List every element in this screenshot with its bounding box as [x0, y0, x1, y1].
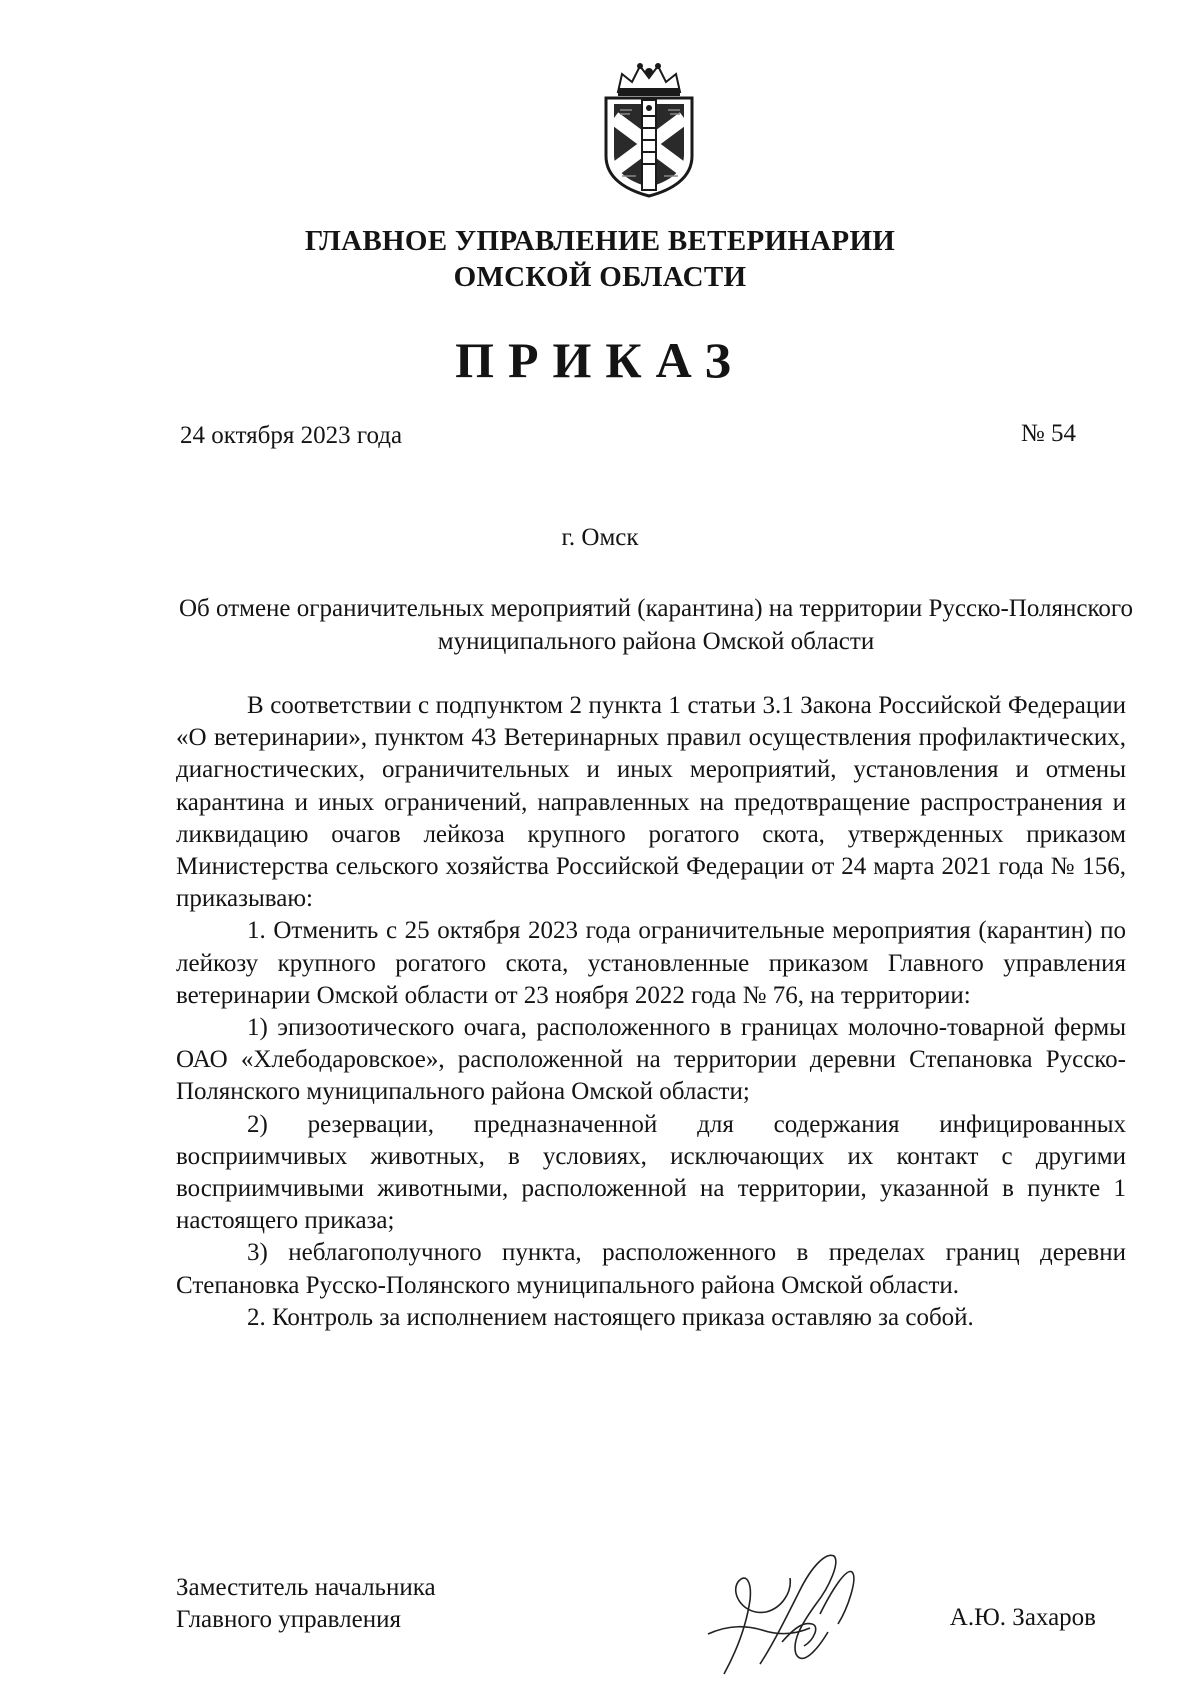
signer-position [176, 1572, 436, 1636]
organization-name-line2: ОМСКОЙ ОБЛАСТИ [453, 261, 747, 293]
signer-name: А.Ю. Захаров [949, 1604, 1096, 1631]
document-body [176, 690, 1126, 1334]
signer-position-line1: Заместитель начальника [176, 1574, 436, 1601]
document-date: 24 октября 2023 года [180, 422, 403, 449]
subitem-2-paragraph: 2) резервации, предназначенной для содержания инфицированных восприимчивых животных, в условиях, исключающих их контакт с другими восприимчивыми животными, расположенной на территории, указанной в пункте 1 настоящего приказа; [176, 1110, 1126, 1235]
subitem-1-paragraph: 1) эпизоотического очага, расположенного в границах молочно-товарной фермы ОАО «Хлебодаровское», расположенной на территории деревни Степановка Русско-Полянского муниципального района Омской области; [176, 1014, 1126, 1106]
omsk-coat-of-arms-icon [592, 58, 706, 200]
document-number: № 54 [1020, 420, 1076, 447]
item-2-paragraph: 2. Контроль за исполнением настоящего приказа оставляю за собой. [247, 1303, 974, 1331]
document-city: г. Омск [561, 524, 639, 551]
item-1-paragraph: 1. Отменить с 25 октября 2023 года ограничительные мероприятия (карантин) по лейкозу крупного рогатого скота, установленные приказом Главного управления ветеринарии Омской области от 23 ноября 2022 года № 76, на территории: [176, 917, 1126, 1009]
organization-name-line1: ГЛАВНОЕ УПРАВЛЕНИЕ ВЕТЕРИНАРИИ [304, 225, 896, 257]
handwritten-signature-icon [700, 1542, 875, 1677]
document-type-title: ПРИКАЗ [455, 332, 745, 388]
subitem-3-paragraph: 3) неблагополучного пункта, расположенного в пределах границ деревни Степановка Русско-Полянского муниципального района Омской области. [176, 1239, 1126, 1299]
preamble-paragraph: В соответствии с подпунктом 2 пункта 1 статьи 3.1 Закона Российской Федерации «О ветеринарии», пунктом 43 Ветеринарных правил осуществления профилактических, диагностических, ограничительных и иных мероприятий, установления и отмены карантина и иных ограничений, направленных на предотвращение распространения и ликвидацию очагов лейкоза крупного рогатого скота, утвержденных приказом Министерства сельского хозяйства Российской Федерации от 24 марта 2021 года № 156, приказываю: [176, 692, 1126, 913]
document-subject: Об отмене ограничительных мероприятий (карантина) на территории Русско-Полянского муниципального района Омской области [179, 595, 1133, 655]
signer-position-line2: Главного управления [176, 1606, 401, 1633]
